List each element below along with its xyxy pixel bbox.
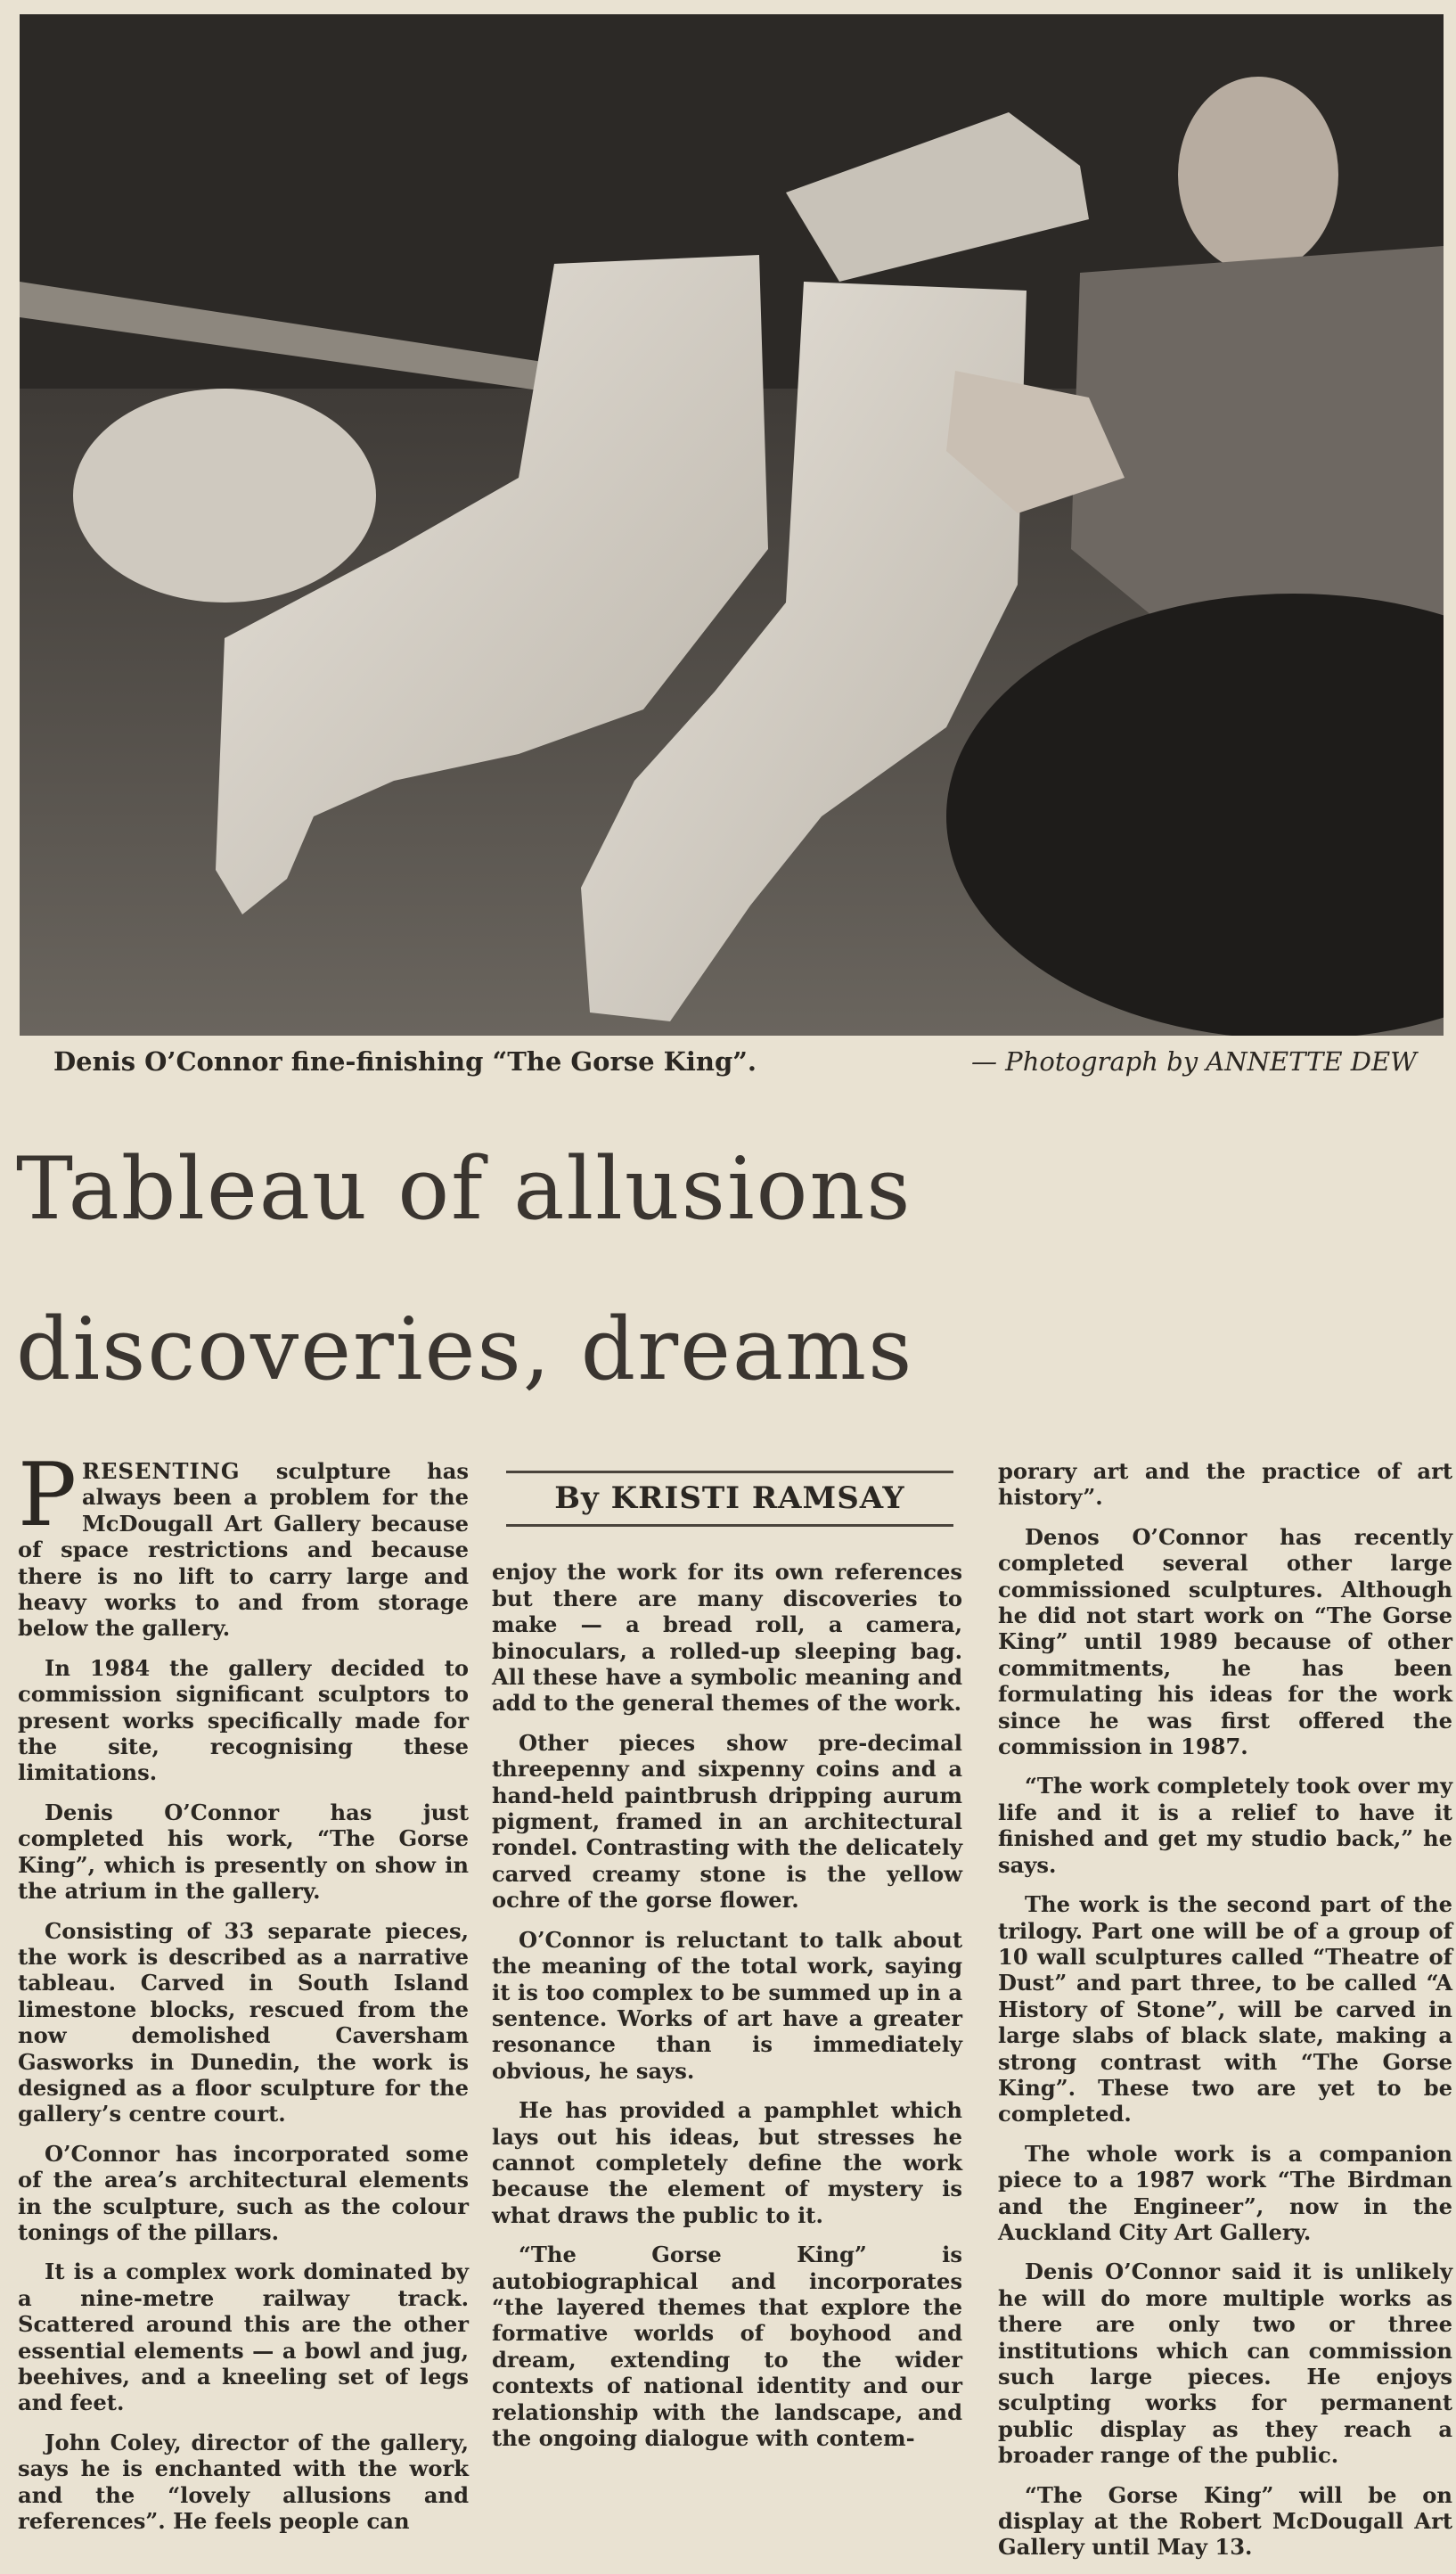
- paragraph: Denis O’Connor has just completed his work, “The Gorse King”, which is presently on show in the atrium in the gallery.: [18, 1799, 469, 1905]
- sculpture-photo-illustration: [20, 14, 1444, 1036]
- paragraph: “The Gorse King” is autobiographical and incorporates “the layered themes that explore the formative worlds of boyhood and dream, extending to the wider contexts of national identity and our relationship with the landscape, and the ongoing dialogue with contem-: [492, 2242, 962, 2451]
- paragraph: porary art and the practice of art history”.: [998, 1458, 1452, 1511]
- paragraph: O’Connor has incorporated some of the area’s architectural elements in the sculpture, such as the colour tonings of the pillars.: [18, 2140, 469, 2245]
- paragraph: “The work completely took over my life and it is a relief to have it finished and get my studio back,” he says.: [998, 1773, 1452, 1878]
- article-photo: [20, 14, 1444, 1036]
- drop-cap: P: [18, 1445, 77, 1546]
- lead-paragraph-text: sculpture has always been a problem for the McDougall Art Gallery because of space restrictions and because there is no lift to carry large and heavy works to and from storage below the gallery.: [18, 1458, 469, 1642]
- paragraph: O’Connor is reluctant to talk about the meaning of the total work, saying it is too complex to be summed up in a sentence. Works of art have a greater resonance than is immediately obvious, he says.: [492, 1926, 962, 2084]
- photo-caption: [53, 1039, 1417, 1084]
- article-column-1: [18, 1445, 469, 2547]
- paragraph: John Coley, director of the gallery, says he is enchanted with the work and the “lovely allusions and references”. He feels people can: [18, 2429, 469, 2535]
- byline: By KRISTI RAMSAY: [506, 1471, 953, 1527]
- lead-word: RESENTING: [81, 1458, 241, 1484]
- article-column-2: [492, 1458, 962, 2464]
- paragraph: He has provided a pamphlet which lays out his ideas, but stresses he cannot completely define the work because the element of mystery is what draws the public to it.: [492, 2097, 962, 2228]
- paragraph: “The Gorse King” will be on display at the Robert McDougall Art Gallery until May 13.: [998, 2481, 1452, 2561]
- headline: [16, 1109, 1442, 1430]
- article-column-3: [998, 1458, 1452, 2574]
- paragraph: Denos O’Connor has recently completed several other large commissioned sculptures. Although he did not start work on “The Gorse King” until 1989 because of other commitments, he has been formulating his ideas for the work since he was first offered the commission in 1987.: [998, 1523, 1452, 1760]
- lead-paragraph: [18, 1445, 469, 1642]
- paragraph: enjoy the work for its own references but there are many discoveries to make — a bread roll, a camera, binoculars, a rolled-up sleeping bag. All these have a symbolic meaning and add to the general themes of the work.: [492, 1559, 962, 1717]
- paragraph: The work is the second part of the trilogy. Part one will be of a group of 10 wall sculptures called “Theatre of Dust” and part three, to be called “A History of Stone”, will be carved in large slabs of black slate, making a strong contrast with “The Gorse King”. These two are yet to be completed.: [998, 1891, 1452, 2127]
- paragraph: Denis O’Connor said it is unlikely he will do more multiple works as there are only two or three institutions which can commission such large pieces. He enjoys sculpting works for permanent public display as they reach a broader range of the public.: [998, 2258, 1452, 2469]
- headline-line-2: discoveries, dreams: [16, 1299, 914, 1399]
- paragraph: The whole work is a companion piece to a 1987 work “The Birdman and the Engineer”, now in the Auckland City Art Gallery.: [998, 2140, 1452, 2245]
- caption-text: Denis O’Connor fine-finishing “The Gorse King”.: [53, 1046, 757, 1077]
- photo-credit: — Photograph by ANNETTE DEW: [970, 1046, 1417, 1077]
- paragraph: In 1984 the gallery decided to commission significant sculptors to present works specifically made for the site, recognising these limitations.: [18, 1654, 469, 1786]
- paragraph: Consisting of 33 separate pieces, the work is described as a narrative tableau. Carved in South Island limestone blocks, rescued from the now demolished Caversham Gasworks in Dunedin, the work is designed as a floor sculpture for the gallery’s centre court.: [18, 1917, 469, 2127]
- headline-line-1: Tableau of allusions: [16, 1139, 912, 1239]
- paragraph: It is a complex work dominated by a nine-metre railway track. Scattered around this are the other essential elements — a bowl and jug, beehives, and a kneeling set of legs and feet.: [18, 2258, 469, 2416]
- paragraph: Other pieces show pre-decimal threepenny and sixpenny coins and a hand-held paintbrush dripping aurum pigment, framed in an architectural rondel. Contrasting with the delicately carved creamy stone is the yellow ochre of the gorse flower.: [492, 1729, 962, 1914]
